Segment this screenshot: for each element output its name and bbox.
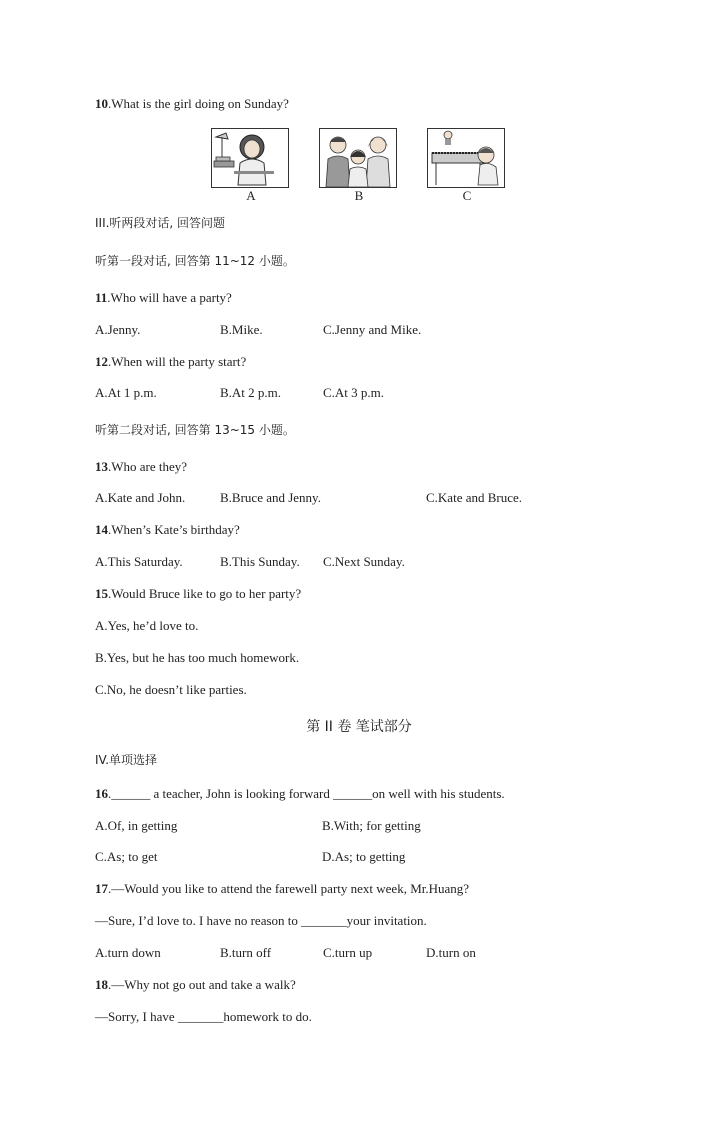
picture-options <box>211 128 505 206</box>
option-b: B.Yes, but he has too much homework. <box>95 650 300 665</box>
option-a: A.Yes, he’d love to. <box>95 618 199 633</box>
question-number: 13 <box>95 459 108 474</box>
picture-c <box>427 128 505 188</box>
question-text: .—Why not go out and take a walk? <box>108 977 296 992</box>
question-text: .When’s Kate’s birthday? <box>108 522 240 537</box>
question-text: .Who are they? <box>108 459 188 474</box>
picture-b <box>319 128 397 188</box>
option-a: A.This Saturday. <box>95 554 183 569</box>
question-10 <box>95 96 289 112</box>
option-c: C.Kate and Bruce. <box>426 490 523 505</box>
question-text: .Would Bruce like to go to her party? <box>108 586 302 601</box>
question-text: .What is the girl doing on Sunday? <box>108 96 289 111</box>
option-d: D.turn on <box>426 945 476 960</box>
option-c: C.turn up <box>323 945 373 960</box>
question-13 <box>95 459 187 475</box>
question-number: 14 <box>95 522 108 537</box>
question-17 <box>95 881 469 897</box>
picture-b-label: B <box>354 188 364 203</box>
question-text: .______ a teacher, John is looking forward ______on well with his students. <box>108 786 505 801</box>
option-b: B.turn off <box>220 945 272 960</box>
option-c: C.Next Sunday. <box>323 554 405 569</box>
question-text: .When will the party start? <box>108 354 247 369</box>
dialog-2-prompt: 听第二段对话, 回答第 13~15 小题。 <box>95 423 295 437</box>
option-b: B.At 2 p.m. <box>220 385 282 400</box>
option-b: B.Mike. <box>220 322 263 337</box>
option-a: A.Of, in getting <box>95 818 178 833</box>
option-a: A.Jenny. <box>95 322 141 337</box>
dialog-1-prompt: 听第一段对话, 回答第 11~12 小题。 <box>95 254 295 268</box>
option-b: B.Bruce and Jenny. <box>220 490 321 505</box>
section-3-heading: III.听两段对话, 回答问题 <box>95 216 226 230</box>
picture-c-label: C <box>462 188 472 203</box>
question-17-reply: —Sure, I’d love to. I have no reason to _______your invitation. <box>95 913 427 928</box>
question-15 <box>95 586 301 602</box>
question-12 <box>95 354 246 370</box>
question-text: .Who will have a party? <box>107 290 232 305</box>
option-d: D.As; to getting <box>322 849 406 864</box>
option-b: B.With; for getting <box>322 818 421 833</box>
option-a: A.Kate and John. <box>95 490 186 505</box>
section-4-heading: IV.单项选择 <box>95 753 158 767</box>
question-text: .—Would you like to attend the farewell party next week, Mr.Huang? <box>108 881 470 896</box>
question-number: 18 <box>95 977 108 992</box>
question-18 <box>95 977 296 993</box>
question-14 <box>95 522 240 538</box>
option-c: C.As; to get <box>95 849 158 864</box>
option-a: A.turn down <box>95 945 161 960</box>
question-11 <box>95 290 232 306</box>
picture-a <box>211 128 289 188</box>
question-number: 15 <box>95 586 108 601</box>
option-b: B.This Sunday. <box>220 554 300 569</box>
option-c: C.At 3 p.m. <box>323 385 385 400</box>
question-number: 16 <box>95 786 108 801</box>
option-a: A.At 1 p.m. <box>95 385 157 400</box>
question-number: 10 <box>95 96 108 111</box>
question-number: 17 <box>95 881 108 896</box>
picture-a-label: A <box>246 188 256 203</box>
option-c: C.Jenny and Mike. <box>323 322 422 337</box>
question-16 <box>95 786 505 802</box>
option-c: C.No, he doesn’t like parties. <box>95 682 247 697</box>
question-18-reply: —Sorry, I have _______homework to do. <box>95 1009 312 1024</box>
part-2-title: 第 II 卷 笔试部分 <box>306 719 412 735</box>
question-number: 11 <box>95 290 108 305</box>
question-number: 12 <box>95 354 108 369</box>
